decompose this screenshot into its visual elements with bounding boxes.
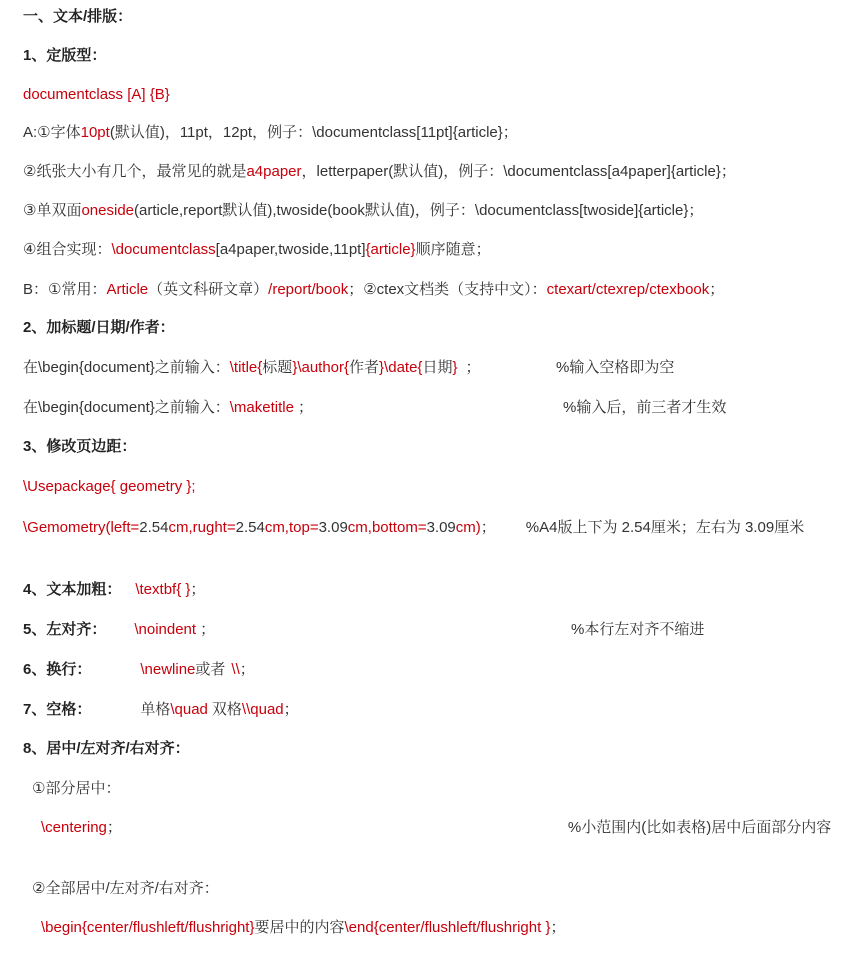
center-env-line: \begin{center/flushleft/flushright}要居中的内容\end{center/flushleft/flushright }；: [41, 919, 566, 936]
subheading-1: 1、定版型：: [23, 47, 107, 64]
maketitle-line: 在\begin{document}之前输入：\maketitle ； %输入后，前三者才生效: [23, 397, 844, 419]
line-a4: ④组合实现：\documentclass[a4paper,twoside,11pt]{article}顺序随意；: [23, 241, 491, 258]
usepackage-line: \Usepackage{ geometry };: [23, 478, 196, 495]
subheading-8: 8、居中/左对齐/右对齐：: [23, 740, 190, 757]
space-line: 7、空格： 单格\quad 双格\\quad；: [23, 701, 299, 718]
subheading-3: 3、修改页边距：: [23, 438, 137, 455]
line-a3: ③单双面oneside(article,report默认值),twoside(book默认值)，例子：\documentclass[twoside]{article}；: [23, 202, 704, 219]
noindent-line: 5、左对齐： \noindent ； %本行左对齐不缩进: [23, 619, 844, 641]
newline-line: 6、换行： \newline或者 \\；: [23, 661, 255, 678]
line-a1: A:①字体10pt(默认值)，11pt，12pt，例子：\documentclass[11pt]{article}；: [23, 124, 518, 141]
sub-item-2: ②全部居中/左对齐/右对齐：: [32, 880, 219, 897]
subheading-2: 2、加标题/日期/作者：: [23, 319, 175, 336]
comment: %输入空格即为空: [556, 359, 675, 376]
line-a2: ②纸张大小有几个，最常见的就是a4paper，letterpaper(默认值)，例子：\documentclass[a4paper]{article}；: [23, 163, 736, 180]
section-heading: 一、文本/排版：: [23, 8, 133, 25]
bold-line: 4、文本加粗： \textbf{ }；: [23, 581, 206, 598]
sub-item-1: ①部分居中：: [32, 780, 121, 797]
comment: %本行左对齐不缩进: [571, 621, 705, 638]
comment: %A4版上下为 2.54厘米；左右为 3.09厘米: [525, 519, 805, 536]
line-b: B：①常用：Article（英文科研文章）/report/book；②ctex文档类（支持中文）：ctexart/ctexrep/ctexbook；: [23, 281, 725, 298]
documentclass-syntax: documentclass [A] {B}: [23, 86, 170, 103]
comment: %输入后，前三者才生效: [563, 399, 727, 416]
geometry-line: \Gemometry(left=2.54cm,rught=2.54cm,top=3.09cm,bottom=3.09cm)； %A4版上下为 2.54厘米；左右为 3.09厘米: [23, 519, 805, 536]
centering-line: \centering； %小范围内(比如表格)居中后面部分内容: [41, 819, 832, 836]
title-line: 在\begin{document}之前输入：\title{标题}\author{作者}\date{日期} ； %输入空格即为空: [23, 357, 844, 379]
comment: %小范围内(比如表格)居中后面部分内容: [567, 819, 832, 836]
